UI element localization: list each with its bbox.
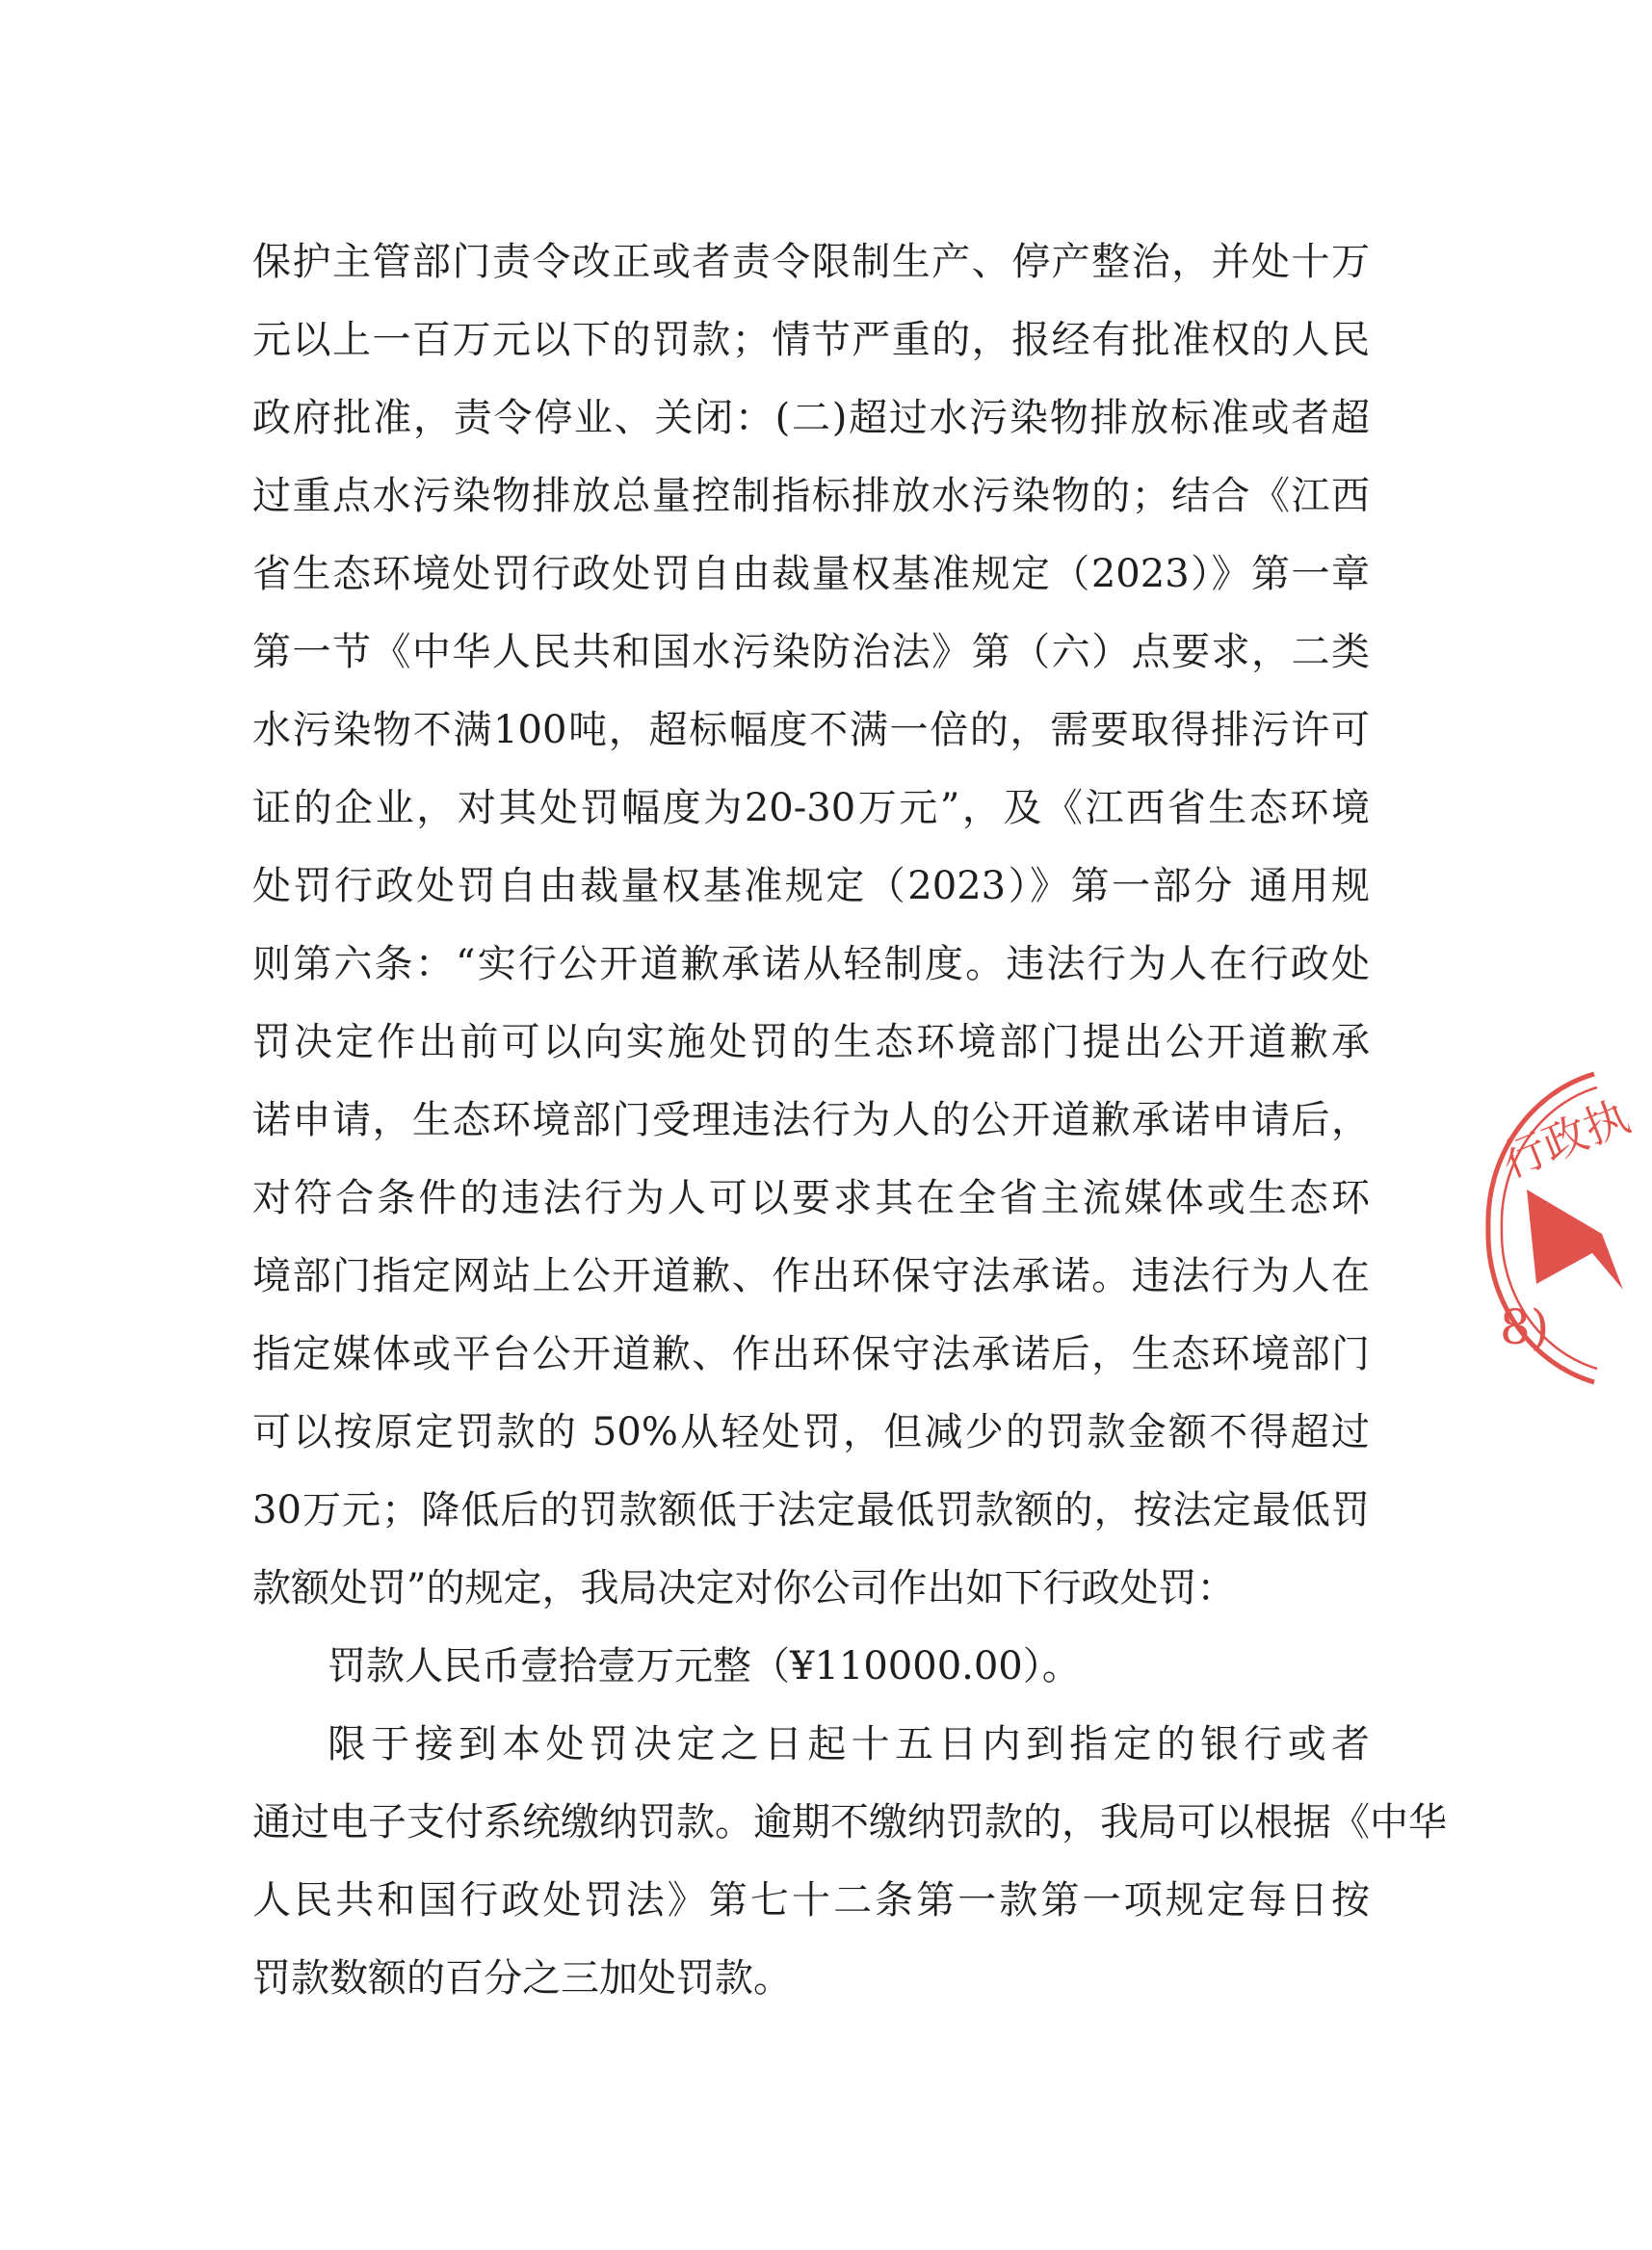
penalty-amount-line: 罚款人民币壹拾壹万元整（¥110000.00）。: [328, 1644, 1081, 1688]
payment-paragraph-line: 人民共和国行政处罚法》第七十二条第一款第一项规定每日按: [252, 1878, 1370, 1923]
payment-paragraph-line: 通过电子支付系统缴纳罚款。逾期不缴纳罚款的，我局可以根据《中华: [252, 1800, 1447, 1844]
text-line: 对符合条件的违法行为人可以要求其在全省主流媒体或生态环: [252, 1176, 1370, 1220]
payment-paragraph-line: 罚款数额的百分之三加处罚款。: [252, 1956, 792, 2001]
text-line: 则第六条：“实行公开道歉承诺从轻制度。违法行为人在行政处: [252, 942, 1370, 986]
text-line: 境部门指定网站上公开道歉、作出环保守法承诺。违法行为人在: [252, 1254, 1370, 1298]
payment-paragraph-line: 限于接到本处罚决定之日起十五日内到指定的银行或者: [328, 1722, 1370, 1766]
text-line: 处罚行政处罚自由裁量权基准规定（2023）》第一部分 通用规: [252, 864, 1370, 908]
document-body: [252, 223, 1447, 2018]
text-line: 水污染物不满100吨，超标幅度不满一倍的，需要取得排污许可: [252, 708, 1370, 752]
text-line: 指定媒体或平台公开道歉、作出环保守法承诺后，生态环境部门: [252, 1332, 1370, 1376]
svg-text:行政执: 行政执: [1493, 1089, 1638, 1189]
text-line: 30万元；降低后的罚款额低于法定最低罚款额的，按法定最低罚: [252, 1488, 1370, 1532]
text-line: 款额处罚”的规定，我局决定对你公司作出如下行政处罚：: [252, 1566, 1236, 1610]
text-line: 可以按原定罚款的 50%从轻处罚，但减少的罚款金额不得超过: [252, 1410, 1370, 1454]
text-line: 过重点水污染物排放总量控制指标排放水污染物的；结合《江西: [252, 474, 1370, 518]
text-line: 第一节《中华人民共和国水污染防治法》第（六）点要求，二类: [252, 630, 1370, 674]
svg-text:8): 8): [1500, 1299, 1550, 1355]
text-line: 省生态环境处罚行政处罚自由裁量权基准规定（2023）》第一章: [252, 552, 1370, 596]
text-line: 元以上一百万元以下的罚款；情节严重的，报经有批准权的人民: [252, 318, 1370, 362]
official-seal-stamp: [1479, 1064, 1652, 1392]
text-line: 保护主管部门责令改正或者责令限制生产、停产整治，并处十万: [252, 240, 1370, 284]
text-line: 罚决定作出前可以向实施处罚的生态环境部门提出公开道歉承: [252, 1020, 1370, 1064]
text-line: 诺申请，生态环境部门受理违法行为人的公开道歉承诺申请后，: [252, 1098, 1370, 1142]
text-line: 证的企业，对其处罚幅度为20-30万元”，及《江西省生态环境: [252, 786, 1370, 830]
text-line: 政府批准，责令停业、关闭：(二)超过水污染物排放标准或者超: [252, 396, 1370, 440]
